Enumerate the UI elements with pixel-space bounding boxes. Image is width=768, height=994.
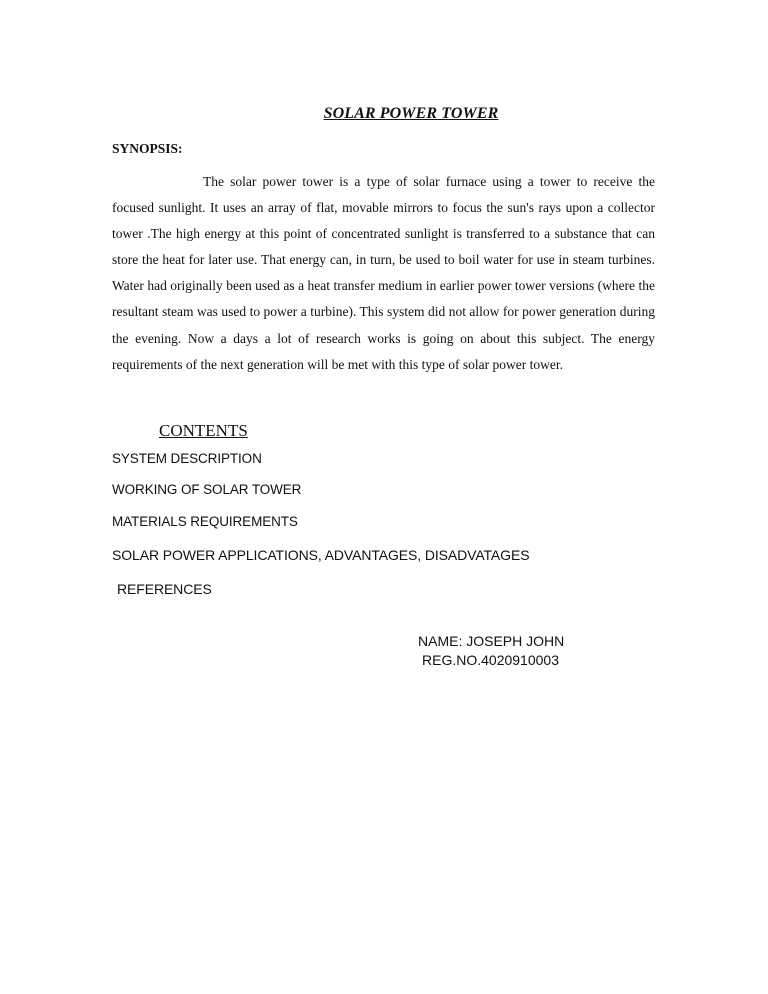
contents-item: SYSTEM DESCRIPTION xyxy=(112,451,262,466)
contents-heading: CONTENTS xyxy=(159,421,248,440)
contents-item: SOLAR POWER APPLICATIONS, ADVANTAGES, DISADVATAGES xyxy=(112,547,530,563)
contents-item: WORKING OF SOLAR TOWER xyxy=(112,482,302,497)
contents-item: MATERIALS REQUIREMENTS xyxy=(112,514,298,529)
synopsis-heading: SYNOPSIS: xyxy=(112,141,183,156)
contents-item: REFERENCES xyxy=(117,581,212,597)
document-title: SOLAR POWER TOWER xyxy=(323,105,499,122)
registration-number: REG.NO.4020910003 xyxy=(422,652,559,668)
synopsis-paragraph: The solar power tower is a type of solar furnace using a tower to receive the focused sunlight. It uses an array of flat, movable mirrors to focus the sun's rays upon a collector tower .The high energy at this point of concentrated sunlight is transferred to a substance that can store the heat for later use. That energy can, in turn, be used to boil water for use in steam turbines. Water had originally been used as a heat transfer medium in earlier power tower versions (where the resultant steam was used to power a turbine). This system did not allow for power generation during the evening. Now a days a lot of research works is going on about this subject. The energy requirements of the next generation will be met with this type of solar power tower. xyxy=(112,174,655,372)
author-name: NAME: JOSEPH JOHN xyxy=(418,633,565,649)
